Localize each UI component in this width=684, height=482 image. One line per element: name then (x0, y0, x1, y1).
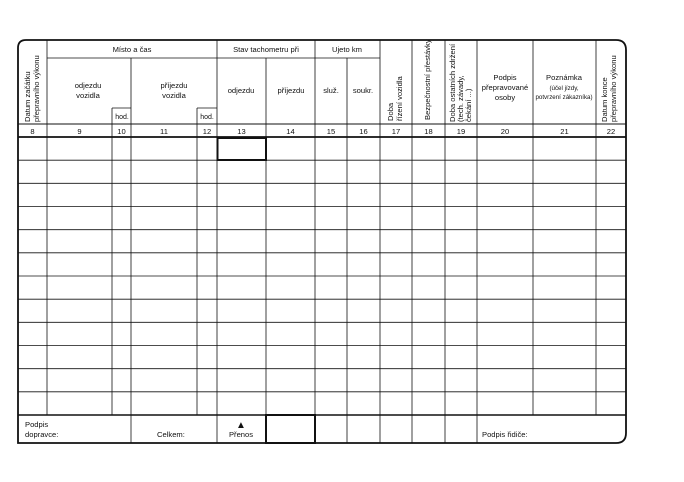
column-number: 10 (117, 127, 126, 136)
col8-label-1: Datum začátku (23, 71, 32, 122)
column-number: 22 (606, 127, 616, 136)
poznamka-sub-2: potvrzení zákazníka) (535, 94, 593, 101)
column-number: 9 (77, 127, 82, 136)
col18-label: Bezpečnostní přestávky (423, 39, 432, 120)
col19-label-1: Doba ostatních zdržení (448, 43, 457, 122)
podpis-label-1: Podpis (493, 73, 517, 82)
celkem-label: Celkem: (157, 430, 185, 439)
column-number-row (30, 127, 615, 136)
ujeto-km-label: Ujeto km (332, 45, 362, 54)
col19-label-2: (tech. závady, (456, 75, 465, 122)
podpis-label-3: osoby (494, 93, 516, 102)
odjezdu-vozidla-label-1: odjezdu (74, 81, 102, 90)
column-number: 20 (500, 127, 510, 136)
column-number: 14 (286, 127, 295, 136)
col8-label-2: přepravního výkonu (32, 55, 41, 122)
column-number: 15 (326, 127, 336, 136)
soukr-label: soukr. (352, 86, 374, 95)
column-number: 21 (560, 127, 569, 136)
poznamka-sub-1: (účel jízdy, (549, 85, 579, 92)
podpis-ridice-label: Podpis řidiče: (482, 430, 528, 439)
col17-label-2: řízení vozidla (395, 76, 404, 121)
column-number: 8 (30, 127, 35, 136)
hod-right-label: hod. (200, 114, 214, 121)
misto-a-cas-label: Místo a čas (112, 45, 152, 54)
column-number: 18 (424, 127, 433, 136)
col22-label-2: přepravního výkonu (609, 55, 618, 122)
column-number: 19 (456, 127, 466, 136)
prijezdu-vozidla-label-1: příjezdu (160, 81, 188, 90)
poznamka-label: Poznámka (546, 73, 582, 82)
prenos-label: Přenos (228, 430, 254, 439)
col22-label-1: Datum konce (600, 77, 609, 122)
podpis-dopravce-2: dopravce: (25, 430, 59, 439)
prenos-box[interactable] (266, 415, 315, 443)
podpis-label-2: přepravované (481, 83, 529, 92)
tacho-odjezdu-label: odjezdu (227, 86, 255, 95)
body-grid (18, 137, 626, 415)
podpis-dopravce-1: Podpis (25, 420, 49, 429)
prenos-arrow-icon: ▲ (236, 420, 246, 431)
column-number: 17 (391, 127, 401, 136)
stav-tachometru-label: Stav tachometru při (233, 45, 299, 54)
prijezdu-vozidla-label-2: vozidla (162, 91, 186, 100)
sluz-label: služ. (323, 86, 339, 95)
column-number: 13 (237, 127, 246, 136)
col19-label-3: čekání ...) (464, 88, 473, 122)
tacho-prijezdu-label: příjezdu (277, 86, 305, 95)
hod-left-label: hod. (115, 114, 129, 121)
highlighted-cell[interactable] (218, 138, 267, 160)
column-number: 12 (202, 127, 212, 136)
column-number: 16 (359, 127, 368, 136)
col17-label-1: Doba (386, 102, 395, 121)
odjezdu-vozidla-label-2: vozidla (76, 91, 100, 100)
column-number: 11 (160, 127, 168, 136)
